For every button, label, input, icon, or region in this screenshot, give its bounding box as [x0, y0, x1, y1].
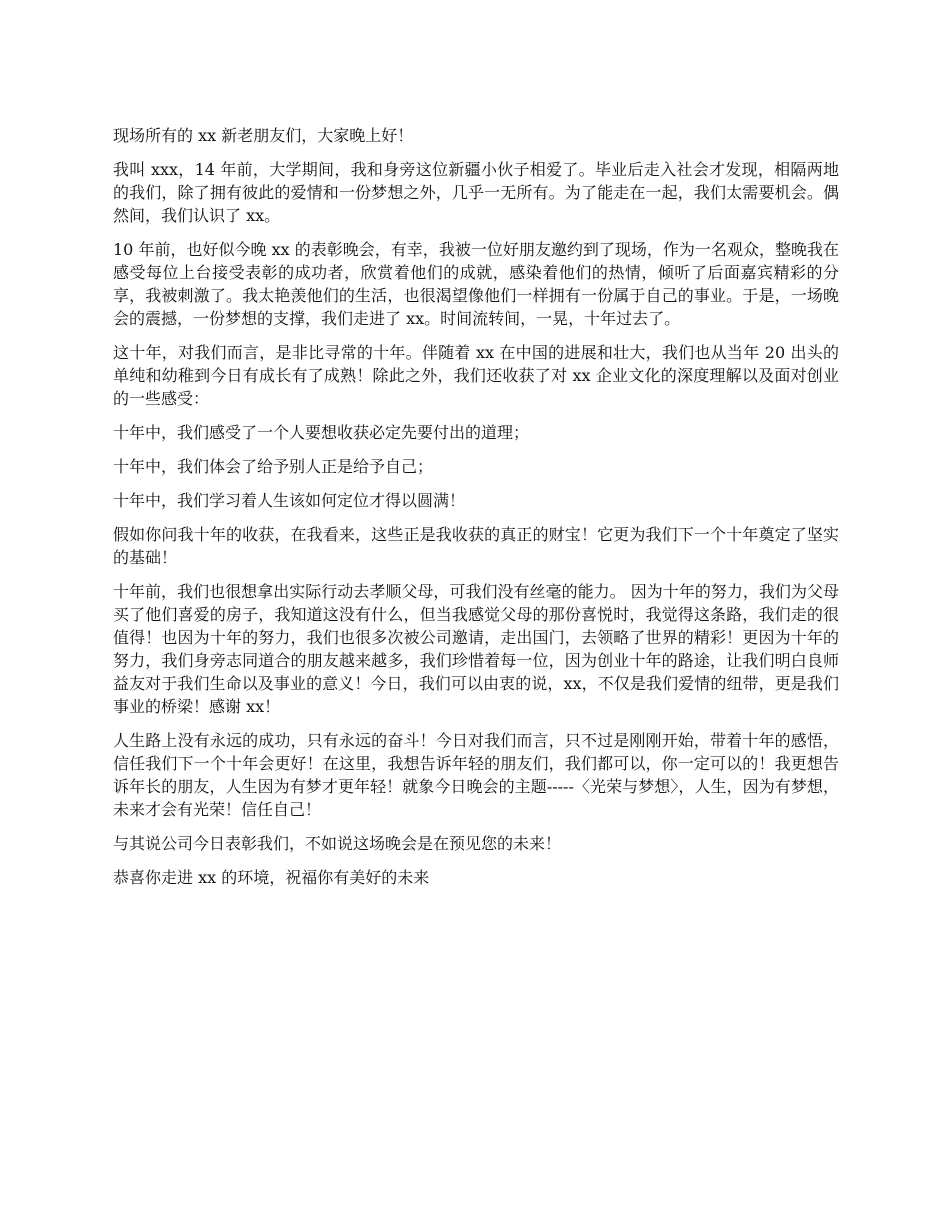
paragraph-congratulations: 恭喜你走进 xx 的环境，祝福你有美好的未来: [113, 868, 430, 887]
paragraph-foresee-future: 与其说公司今日表彰我们，不如说这场晚会是在预见您的未来！: [113, 834, 562, 853]
paragraph-parents: 十年前，我们也很想拿出实际行动去孝顺父母，可我们没有丝毫的能力。 因为十年的努力，我们为父母买了他们喜爱的房子，我知道这没有什么，但当我感觉父母的那份喜悦时，我觉得这条路，我们走的很值得！也因为十年的努力，我们也很多次被公司邀请，走出国门，去领略了世界的精彩！更因为十年的努力，我们身旁志同道合的朋友越来越多，我们珍惜着每一位，因为创业十年的路途，让我们明白良师益友对于我们生命以及事业的意义！今日，我们可以由衷的说，xx，不仅是我们爱情的纽带，更是我们事业的桥梁！感谢 xx！: [113, 582, 839, 716]
document-body: [113, 124, 839, 900]
paragraph-lesson-1: 十年中，我们感受了一个人要想收获必定先要付出的道理；: [113, 423, 530, 442]
paragraph-struggle: 人生路上没有永远的成功，只有永远的奋斗！今日对我们而言，只不过是刚刚开始，带着十年的感悟，信任我们下一个十年会更好！在这里，我想告诉年轻的朋友们，我们都可以，你一定可以的！我更想告诉年长的朋友，人生因为有梦才更年轻！就象今日晚会的主题-----〈光荣与梦想〉，人生，因为有梦想，未来才会有光荣！信任自己！: [113, 731, 839, 819]
paragraph-lesson-3: 十年中，我们学习着人生该如何定位才得以圆满！: [113, 491, 466, 510]
paragraph-greeting: 现场所有的 xx 新老朋友们，大家晚上好！: [113, 126, 414, 145]
paragraph-lesson-2: 十年中，我们体会了给予别人正是给予自己；: [113, 457, 434, 476]
paragraph-harvest: 假如你问我十年的收获，在我看来，这些正是我收获的真正的财宝！它更为我们下一个十年奠定了坚实的基础！: [113, 525, 839, 567]
paragraph-this-decade: 这十年，对我们而言，是非比寻常的十年。伴随着 xx 在中国的进展和壮大，我们也从当年 20 出头的单纯和幼稚到今日有成长有了成熟！除此之外，我们还收获了对 xx 企业文化的深度理解以及面对创业的一些感受：: [113, 343, 839, 408]
paragraph-ten-years-ago: 10 年前，也好似今晚 xx 的表彰晚会，有幸，我被一位好朋友邀约到了现场，作为一名观众，整晚我在感受每位上台接受表彰的成功者，欣赏着他们的成就，感染着他们的热情，倾听了后面嘉宾精彩的分享，我被刺激了。我太艳羡他们的生活，也很渴望像他们一样拥有一份属于自己的事业。于是，一场晚会的震撼，一份梦想的支撑，我们走进了 xx。时间流转间，一晃，十年过去了。: [113, 240, 839, 328]
paragraph-introduction: 我叫 xxx，14 年前，大学期间，我和身旁这位新疆小伙子相爱了。毕业后走入社会才发现，相隔两地的我们，除了拥有彼此的爱情和一份梦想之外，几乎一无所有。为了能走在一起，我们太需要机会。偶然间，我们认识了 xx。: [113, 160, 839, 225]
